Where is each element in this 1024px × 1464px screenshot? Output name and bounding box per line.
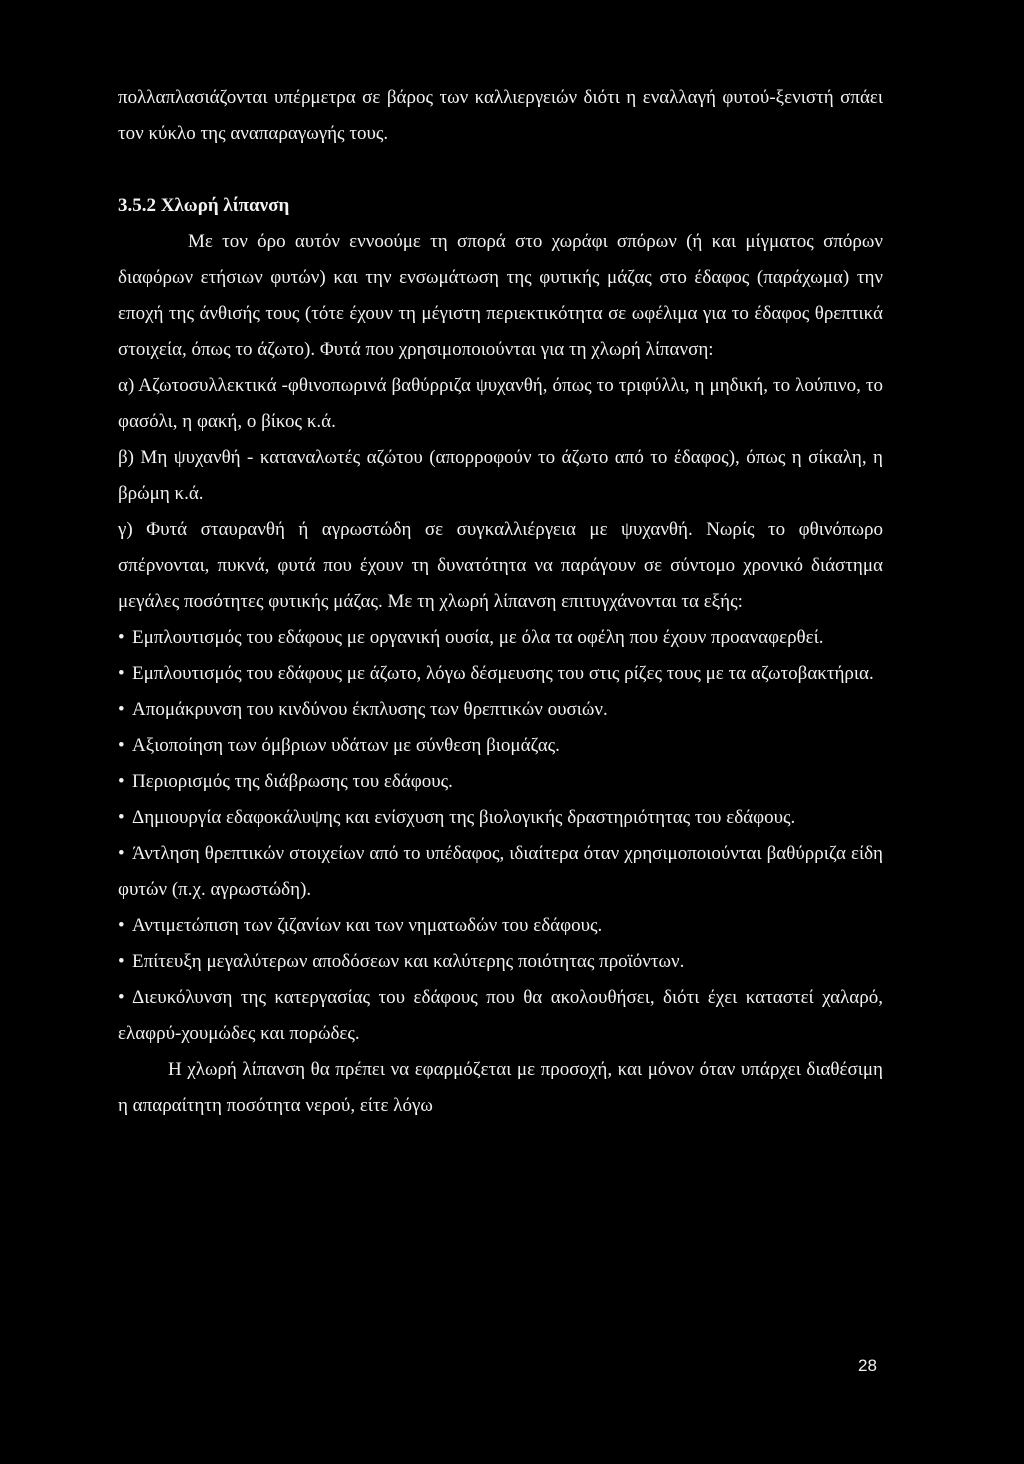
bullet-text: Επίτευξη μεγαλύτερων αποδόσεων και καλύτερης ποιότητας προϊόντων. (132, 951, 685, 972)
bullet-item (118, 656, 883, 692)
bullet-text: Άντληση θρεπτικών στοιχείων από το υπέδαφος, ιδιαίτερα όταν χρησιμοποιούνται βαθύρριζα είδη φυτών (π.χ. αγρωστώδη). (118, 843, 883, 900)
bullet-text: Εμπλουτισμός του εδάφους με άζωτο, λόγω δέσμευσης του στις ρίζες τους με τα αζωτοβακτήρια. (132, 663, 874, 684)
bullet-text: Δημιουργία εδαφοκάλυψης και ενίσχυση της βιολογικής δραστηριότητας του εδάφους. (132, 807, 796, 828)
list-item-a: α) Αζωτοσυλλεκτικά -φθινοπωρινά βαθύρριζα ψυχανθή, όπως το τριφύλλι, η μηδική, το λούπινο, το φασόλι, η φακή, ο βίκος κ.ά. (118, 375, 883, 432)
page-number: 28 (858, 1356, 877, 1375)
bullet-icon: • (118, 735, 125, 756)
bullet-icon: • (118, 951, 125, 972)
intro-paragraph: πολλαπλασιάζονται υπέρμετρα σε βάρος των καλλιεργειών διότι η εναλλαγή φυτού-ξενιστή σπάει τον κύκλο της αναπαραγωγής τους. (118, 87, 883, 144)
bullet-item (118, 764, 883, 800)
section-heading: 3.5.2 Χλωρή λίπανση (118, 195, 290, 216)
bullet-text: Απομάκρυνση του κινδύνου έκπλυσης των θρεπτικών ουσιών. (132, 699, 608, 720)
bullet-icon: • (118, 771, 125, 792)
bullet-item (118, 800, 883, 836)
bullet-text: Αξιοποίηση των όμβριων υδάτων με σύνθεση βιομάζας. (132, 735, 560, 756)
bullet-item (118, 908, 883, 944)
bullet-item (118, 980, 883, 1052)
document-page (118, 80, 883, 1124)
bullet-icon: • (118, 807, 125, 828)
bullet-icon: • (118, 663, 125, 684)
bullet-icon: • (118, 843, 125, 864)
bullet-text: Εμπλουτισμός του εδάφους με οργανική ουσία, με όλα τα οφέλη που έχουν προαναφερθεί. (132, 627, 824, 648)
bullet-item (118, 692, 883, 728)
bullet-item (118, 944, 883, 980)
list-item-b: β) Μη ψυχανθή - καταναλωτές αζώτου (απορροφούν το άζωτο από το έδαφος), όπως η σίκαλη, η βρώμη κ.ά. (118, 447, 883, 504)
section-paragraph: Με τον όρο αυτόν εννοούμε τη σπορά στο χωράφι σπόρων (ή και μίγματος σπόρων διαφόρων ετήσιων φυτών) και την ενσωμάτωση της φυτικής μάζας στο έδαφος (παράχωμα) την εποχή της άνθισής τους (τότε έχουν τη μέγιστη περιεκτικότητα σε ωφέλιμα για το έδαφος θρεπτικά στοιχεία, όπως το άζωτο). Φυτά που χρησιμοποιούνται για τη χλωρή λίπανση: (118, 231, 883, 360)
bullet-text: Αντιμετώπιση των ζιζανίων και των νηματωδών του εδάφους. (132, 915, 603, 936)
bullet-item (118, 836, 883, 908)
bullet-item (118, 620, 883, 656)
closing-paragraph: Η χλωρή λίπανση θα πρέπει να εφαρμόζεται με προσοχή, και μόνον όταν υπάρχει διαθέσιμη η απαραίτητη ποσότητα νερού, είτε λόγω (118, 1059, 883, 1116)
bullet-item (118, 728, 883, 764)
bullet-icon: • (118, 699, 125, 720)
bullet-icon: • (118, 987, 125, 1008)
bullet-icon: • (118, 627, 125, 648)
list-item-c: γ) Φυτά σταυρανθή ή αγρωστώδη σε συγκαλλιέργεια με ψυχανθή. Νωρίς το φθινόπωρο σπέρνονται, πυκνά, φυτά που έχουν τη δυνατότητα να παράγουν σε σύντομο χρονικό διάστημα μεγάλες ποσότητες φυτικής μάζας. Με τη χλωρή λίπανση επιτυγχάνονται τα εξής: (118, 519, 883, 612)
bullet-text: Περιορισμός της διάβρωσης του εδάφους. (132, 771, 453, 792)
benefits-list (118, 620, 883, 1052)
bullet-icon: • (118, 915, 125, 936)
bullet-text: Διευκόλυνση της κατεργασίας του εδάφους που θα ακολουθήσει, διότι έχει καταστεί χαλαρό, ελαφρύ-χουμώδες και πορώδες. (118, 987, 883, 1044)
